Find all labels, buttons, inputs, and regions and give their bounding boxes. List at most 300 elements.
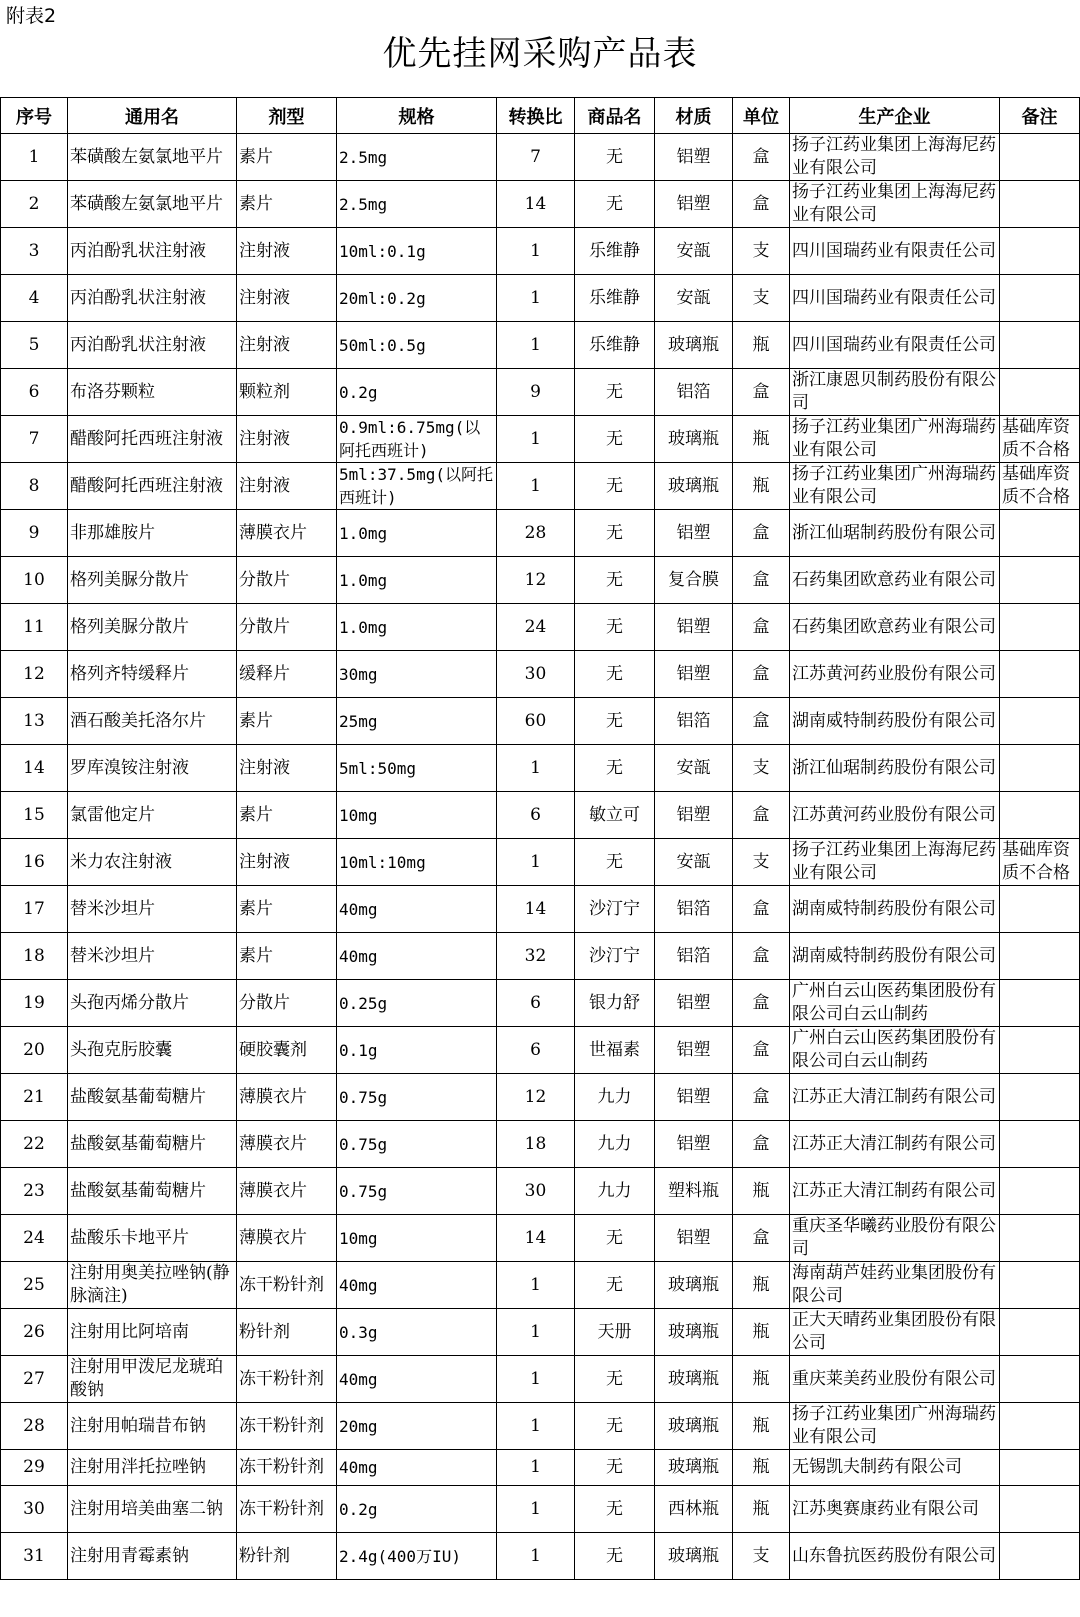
row-number-cell — [1, 886, 68, 933]
specification-text: 20mg — [339, 1416, 378, 1436]
row-number-text: 11 — [23, 616, 45, 637]
brand-name-text: 乐维静 — [589, 240, 640, 261]
unit-cell — [733, 604, 790, 651]
brand-name-cell — [575, 604, 655, 651]
dosage-form-cell — [237, 1533, 337, 1580]
unit-text: 盒 — [752, 569, 770, 590]
generic-name-text: 注射用培美曲塞二钠 — [70, 1498, 223, 1519]
brand-name-cell — [575, 886, 655, 933]
material-cell — [655, 886, 733, 933]
specification-text: 0.3g — [339, 1322, 378, 1342]
conversion-ratio-text: 1 — [530, 1545, 541, 1566]
generic-name-cell — [68, 933, 237, 980]
table-row — [1, 1168, 1080, 1215]
brand-name-cell — [575, 745, 655, 792]
generic-name-cell — [68, 416, 237, 463]
remarks-text: 基础库资质不合格 — [1002, 417, 1070, 460]
conversion-ratio-text: 6 — [530, 1039, 541, 1060]
material-text: 铝塑 — [676, 1086, 711, 1107]
generic-name-text: 替米沙坦片 — [70, 945, 155, 966]
material-cell — [655, 1027, 733, 1074]
generic-name-text: 盐酸氨基葡萄糖片 — [70, 1086, 206, 1107]
specification-text: 0.1g — [339, 1040, 378, 1060]
remarks-cell — [1000, 181, 1080, 228]
unit-text: 瓶 — [752, 1498, 770, 1519]
unit-text: 支 — [752, 240, 770, 261]
remarks-cell — [1000, 1533, 1080, 1580]
material-text: 铝箔 — [676, 898, 711, 919]
table-row — [1, 134, 1080, 181]
unit-text: 瓶 — [752, 1415, 770, 1436]
specification-cell — [337, 698, 497, 745]
unit-cell — [733, 1074, 790, 1121]
conversion-ratio-cell — [497, 463, 575, 510]
manufacturer-text: 四川国瑞药业有限责任公司 — [792, 240, 996, 261]
row-number-cell — [1, 369, 68, 416]
brand-name-text: 银力舒 — [589, 992, 640, 1013]
material-cell — [655, 1486, 733, 1533]
generic-name-cell — [68, 1450, 237, 1486]
dosage-form-text: 缓释片 — [239, 663, 290, 684]
remarks-cell — [1000, 886, 1080, 933]
generic-name-cell — [68, 369, 237, 416]
brand-name-cell — [575, 416, 655, 463]
remarks-cell — [1000, 1486, 1080, 1533]
remarks-cell — [1000, 839, 1080, 886]
dosage-form-text: 粉针剂 — [239, 1545, 290, 1566]
unit-cell — [733, 416, 790, 463]
brand-name-cell — [575, 1450, 655, 1486]
generic-name-cell — [68, 1356, 237, 1403]
manufacturer-cell — [790, 1486, 1000, 1533]
row-number-text: 2 — [28, 193, 40, 214]
conversion-ratio-cell — [497, 1403, 575, 1450]
remarks-cell — [1000, 980, 1080, 1027]
specification-text: 25mg — [339, 711, 378, 731]
column-header-dosage-form: 剂型 — [237, 98, 337, 134]
material-text: 铝塑 — [676, 1039, 711, 1060]
manufacturer-text: 湖南威特制药股份有限公司 — [792, 710, 996, 731]
conversion-ratio-text: 18 — [524, 1133, 547, 1154]
dosage-form-cell — [237, 745, 337, 792]
row-number-text: 26 — [23, 1321, 45, 1342]
specification-cell — [337, 1027, 497, 1074]
brand-name-cell — [575, 275, 655, 322]
column-header-unit: 单位 — [733, 98, 790, 134]
material-cell — [655, 228, 733, 275]
row-number-cell — [1, 933, 68, 980]
unit-cell — [733, 1486, 790, 1533]
row-number-text: 15 — [23, 804, 45, 825]
row-number-cell — [1, 1215, 68, 1262]
manufacturer-text: 扬子江药业集团广州海瑞药业有限公司 — [792, 464, 996, 507]
row-number-text: 18 — [23, 945, 45, 966]
table-row — [1, 839, 1080, 886]
remarks-cell — [1000, 792, 1080, 839]
generic-name-cell — [68, 1486, 237, 1533]
specification-cell — [337, 557, 497, 604]
unit-text: 盒 — [752, 710, 770, 731]
specification-cell — [337, 134, 497, 181]
conversion-ratio-cell — [497, 745, 575, 792]
specification-cell — [337, 463, 497, 510]
generic-name-cell — [68, 698, 237, 745]
material-cell — [655, 933, 733, 980]
manufacturer-cell — [790, 792, 1000, 839]
row-number-text: 1 — [28, 146, 40, 167]
row-number-cell — [1, 322, 68, 369]
specification-cell — [337, 1403, 497, 1450]
material-cell — [655, 839, 733, 886]
unit-text: 瓶 — [752, 428, 770, 449]
material-cell — [655, 510, 733, 557]
row-number-cell — [1, 1262, 68, 1309]
dosage-form-cell — [237, 134, 337, 181]
brand-name-cell — [575, 698, 655, 745]
conversion-ratio-text: 14 — [524, 898, 547, 919]
manufacturer-cell — [790, 557, 1000, 604]
specification-cell — [337, 1121, 497, 1168]
dosage-form-cell — [237, 839, 337, 886]
conversion-ratio-text: 14 — [524, 1227, 547, 1248]
brand-name-cell — [575, 181, 655, 228]
material-cell — [655, 369, 733, 416]
manufacturer-text: 扬子江药业集团广州海瑞药业有限公司 — [792, 417, 996, 460]
brand-name-cell — [575, 369, 655, 416]
specification-cell — [337, 745, 497, 792]
generic-name-cell — [68, 651, 237, 698]
brand-name-cell — [575, 1262, 655, 1309]
specification-text: 5ml:37.5mg(以阿托西班计) — [339, 465, 493, 507]
specification-text: 5ml:50mg — [339, 758, 417, 778]
generic-name-cell — [68, 792, 237, 839]
row-number-text: 16 — [23, 851, 45, 872]
manufacturer-cell — [790, 980, 1000, 1027]
specification-cell — [337, 933, 497, 980]
material-text: 塑料瓶 — [668, 1180, 719, 1201]
material-text: 铝塑 — [676, 663, 711, 684]
material-cell — [655, 792, 733, 839]
dosage-form-text: 薄膜衣片 — [239, 522, 307, 543]
specification-text: 0.75g — [339, 1134, 388, 1154]
brand-name-text: 天册 — [597, 1321, 632, 1342]
manufacturer-cell — [790, 1533, 1000, 1580]
dosage-form-text: 薄膜衣片 — [239, 1086, 307, 1107]
brand-name-text: 无 — [606, 569, 623, 590]
specification-text: 1.0mg — [339, 617, 388, 637]
conversion-ratio-text: 14 — [524, 193, 547, 214]
conversion-ratio-text: 30 — [524, 1180, 547, 1201]
row-number-text: 12 — [23, 663, 45, 684]
dosage-form-cell — [237, 933, 337, 980]
table-row — [1, 1309, 1080, 1356]
unit-cell — [733, 369, 790, 416]
manufacturer-text: 重庆莱美药业股份有限公司 — [792, 1368, 996, 1389]
table-row — [1, 933, 1080, 980]
generic-name-text: 醋酸阿托西班注射液 — [70, 428, 223, 449]
unit-cell — [733, 886, 790, 933]
specification-text: 30mg — [339, 664, 378, 684]
dosage-form-cell — [237, 792, 337, 839]
table-row — [1, 1121, 1080, 1168]
specification-text: 10ml:0.1g — [339, 241, 426, 261]
row-number-text: 8 — [28, 475, 40, 496]
conversion-ratio-text: 1 — [530, 334, 541, 355]
manufacturer-text: 湖南威特制药股份有限公司 — [792, 945, 996, 966]
brand-name-text: 无 — [606, 475, 623, 496]
brand-name-text: 九力 — [597, 1086, 632, 1107]
specification-cell — [337, 1215, 497, 1262]
material-cell — [655, 698, 733, 745]
dosage-form-cell — [237, 1486, 337, 1533]
dosage-form-cell — [237, 275, 337, 322]
row-number-text: 22 — [23, 1133, 45, 1154]
conversion-ratio-cell — [497, 134, 575, 181]
generic-name-cell — [68, 604, 237, 651]
brand-name-text: 世福素 — [589, 1039, 640, 1060]
dosage-form-text: 冻干粉针剂 — [239, 1457, 324, 1477]
conversion-ratio-cell — [497, 933, 575, 980]
remarks-cell — [1000, 134, 1080, 181]
unit-text: 瓶 — [752, 334, 770, 355]
generic-name-cell — [68, 1262, 237, 1309]
dosage-form-text: 冻干粉针剂 — [239, 1274, 324, 1295]
material-cell — [655, 134, 733, 181]
conversion-ratio-text: 1 — [530, 757, 541, 778]
remarks-cell — [1000, 604, 1080, 651]
table-row — [1, 557, 1080, 604]
material-text: 西林瓶 — [668, 1498, 719, 1519]
brand-name-text: 沙汀宁 — [589, 898, 640, 919]
unit-text: 瓶 — [752, 1274, 770, 1295]
dosage-form-cell — [237, 510, 337, 557]
manufacturer-text: 石药集团欧意药业有限公司 — [792, 569, 996, 590]
brand-name-text: 无 — [606, 381, 623, 402]
unit-cell — [733, 792, 790, 839]
brand-name-text: 无 — [606, 663, 623, 684]
specification-cell — [337, 1486, 497, 1533]
manufacturer-text: 浙江康恩贝制药股份有限公司 — [792, 370, 996, 413]
dosage-form-cell — [237, 1450, 337, 1486]
specification-text: 0.75g — [339, 1087, 388, 1107]
remarks-cell — [1000, 275, 1080, 322]
unit-text: 支 — [752, 851, 770, 872]
manufacturer-cell — [790, 181, 1000, 228]
manufacturer-cell — [790, 1027, 1000, 1074]
generic-name-cell — [68, 745, 237, 792]
table-row — [1, 510, 1080, 557]
brand-name-cell — [575, 839, 655, 886]
generic-name-cell — [68, 134, 237, 181]
material-cell — [655, 1403, 733, 1450]
generic-name-text: 苯磺酸左氨氯地平片 — [70, 193, 223, 214]
specification-cell — [337, 181, 497, 228]
row-number-cell — [1, 1403, 68, 1450]
specification-text: 0.2g — [339, 382, 378, 402]
generic-name-cell — [68, 463, 237, 510]
unit-cell — [733, 463, 790, 510]
unit-cell — [733, 510, 790, 557]
manufacturer-cell — [790, 839, 1000, 886]
generic-name-cell — [68, 181, 237, 228]
row-number-text: 28 — [23, 1415, 45, 1436]
manufacturer-cell — [790, 228, 1000, 275]
attachment-label: 附表2 — [6, 5, 57, 27]
table-row — [1, 463, 1080, 510]
manufacturer-cell — [790, 698, 1000, 745]
specification-cell — [337, 1356, 497, 1403]
manufacturer-cell — [790, 1262, 1000, 1309]
conversion-ratio-cell — [497, 322, 575, 369]
generic-name-text: 罗库溴铵注射液 — [70, 757, 189, 778]
conversion-ratio-cell — [497, 604, 575, 651]
dosage-form-text: 注射液 — [239, 334, 290, 355]
dosage-form-cell — [237, 181, 337, 228]
manufacturer-text: 扬子江药业集团广州海瑞药业有限公司 — [792, 1404, 996, 1447]
manufacturer-cell — [790, 1450, 1000, 1486]
generic-name-cell — [68, 1121, 237, 1168]
material-cell — [655, 745, 733, 792]
conversion-ratio-cell — [497, 1168, 575, 1215]
manufacturer-text: 江苏黄河药业股份有限公司 — [792, 663, 996, 684]
unit-text: 盒 — [752, 1039, 770, 1060]
row-number-cell — [1, 1027, 68, 1074]
brand-name-cell — [575, 1356, 655, 1403]
material-cell — [655, 980, 733, 1027]
dosage-form-text: 分散片 — [239, 616, 290, 637]
row-number-text: 7 — [28, 428, 40, 449]
unit-text: 瓶 — [752, 475, 770, 496]
manufacturer-text: 扬子江药业集团上海海尼药业有限公司 — [792, 135, 996, 178]
product-table — [0, 97, 1080, 1580]
table-row — [1, 745, 1080, 792]
unit-text: 盒 — [752, 522, 770, 543]
remarks-text: 基础库资质不合格 — [1002, 464, 1070, 507]
row-number-text: 20 — [23, 1039, 45, 1060]
dosage-form-text: 素片 — [239, 146, 273, 167]
generic-name-text: 注射用甲泼尼龙琥珀酸钠 — [70, 1357, 223, 1400]
specification-cell — [337, 1168, 497, 1215]
row-number-cell — [1, 557, 68, 604]
conversion-ratio-text: 1 — [530, 851, 541, 872]
manufacturer-text: 江苏正大清江制药有限公司 — [792, 1180, 996, 1201]
material-text: 安瓿 — [676, 287, 711, 308]
table-row — [1, 322, 1080, 369]
remarks-cell — [1000, 698, 1080, 745]
table-body — [1, 134, 1080, 1580]
manufacturer-cell — [790, 745, 1000, 792]
manufacturer-cell — [790, 604, 1000, 651]
row-number-cell — [1, 1309, 68, 1356]
material-cell — [655, 1533, 733, 1580]
remarks-cell — [1000, 463, 1080, 510]
material-cell — [655, 463, 733, 510]
unit-cell — [733, 839, 790, 886]
table-row — [1, 980, 1080, 1027]
specification-text: 2.5mg — [339, 147, 388, 167]
conversion-ratio-cell — [497, 980, 575, 1027]
generic-name-cell — [68, 1074, 237, 1121]
brand-name-text: 无 — [606, 1274, 623, 1295]
column-header-generic-name: 通用名 — [68, 98, 237, 134]
manufacturer-text: 江苏正大清江制药有限公司 — [792, 1086, 996, 1107]
row-number-text: 24 — [23, 1227, 45, 1248]
conversion-ratio-text: 12 — [524, 569, 547, 590]
brand-name-text: 无 — [606, 1545, 623, 1566]
table-row — [1, 181, 1080, 228]
brand-name-cell — [575, 463, 655, 510]
remarks-cell — [1000, 1215, 1080, 1262]
column-header-manufacturer: 生产企业 — [790, 98, 1000, 134]
dosage-form-text: 素片 — [239, 804, 273, 825]
generic-name-text: 布洛芬颗粒 — [70, 381, 155, 402]
material-cell — [655, 1450, 733, 1486]
conversion-ratio-cell — [497, 510, 575, 557]
dosage-form-cell — [237, 1403, 337, 1450]
specification-cell — [337, 322, 497, 369]
row-number-text: 19 — [23, 992, 45, 1013]
dosage-form-cell — [237, 698, 337, 745]
dosage-form-text: 冻干粉针剂 — [239, 1368, 324, 1389]
generic-name-text: 注射用奥美拉唑钠(静脉滴注) — [70, 1263, 230, 1306]
conversion-ratio-text: 12 — [524, 1086, 547, 1107]
unit-text: 盒 — [752, 193, 770, 214]
column-header-no: 序号 — [1, 98, 68, 134]
specification-cell — [337, 839, 497, 886]
dosage-form-text: 冻干粉针剂 — [239, 1498, 324, 1519]
material-text: 铝塑 — [676, 992, 711, 1013]
unit-cell — [733, 134, 790, 181]
dosage-form-text: 薄膜衣片 — [239, 1180, 307, 1201]
row-number-cell — [1, 980, 68, 1027]
remarks-text: 基础库资质不合格 — [1002, 840, 1070, 883]
page-title: 优先挂网采购产品表 — [382, 34, 698, 74]
unit-text: 盒 — [752, 898, 770, 919]
generic-name-cell — [68, 1168, 237, 1215]
table-row — [1, 698, 1080, 745]
remarks-cell — [1000, 322, 1080, 369]
remarks-cell — [1000, 1450, 1080, 1486]
unit-text: 支 — [752, 757, 770, 778]
row-number-cell — [1, 134, 68, 181]
unit-cell — [733, 228, 790, 275]
specification-text: 0.2g — [339, 1499, 378, 1519]
conversion-ratio-text: 1 — [530, 1368, 541, 1389]
table-row — [1, 1027, 1080, 1074]
conversion-ratio-cell — [497, 181, 575, 228]
material-text: 玻璃瓶 — [668, 1274, 719, 1295]
conversion-ratio-text: 60 — [524, 710, 547, 731]
row-number-cell — [1, 745, 68, 792]
dosage-form-text: 素片 — [239, 945, 273, 966]
remarks-cell — [1000, 510, 1080, 557]
conversion-ratio-cell — [497, 1533, 575, 1580]
material-cell — [655, 1356, 733, 1403]
unit-text: 瓶 — [752, 1457, 770, 1477]
dosage-form-cell — [237, 557, 337, 604]
material-cell — [655, 1309, 733, 1356]
brand-name-cell — [575, 1074, 655, 1121]
unit-text: 盒 — [752, 1133, 770, 1154]
dosage-form-text: 薄膜衣片 — [239, 1227, 307, 1248]
row-number-text: 31 — [23, 1545, 45, 1566]
specification-cell — [337, 228, 497, 275]
conversion-ratio-cell — [497, 1121, 575, 1168]
brand-name-cell — [575, 980, 655, 1027]
brand-name-cell — [575, 557, 655, 604]
specification-text: 0.25g — [339, 993, 388, 1013]
manufacturer-cell — [790, 1121, 1000, 1168]
